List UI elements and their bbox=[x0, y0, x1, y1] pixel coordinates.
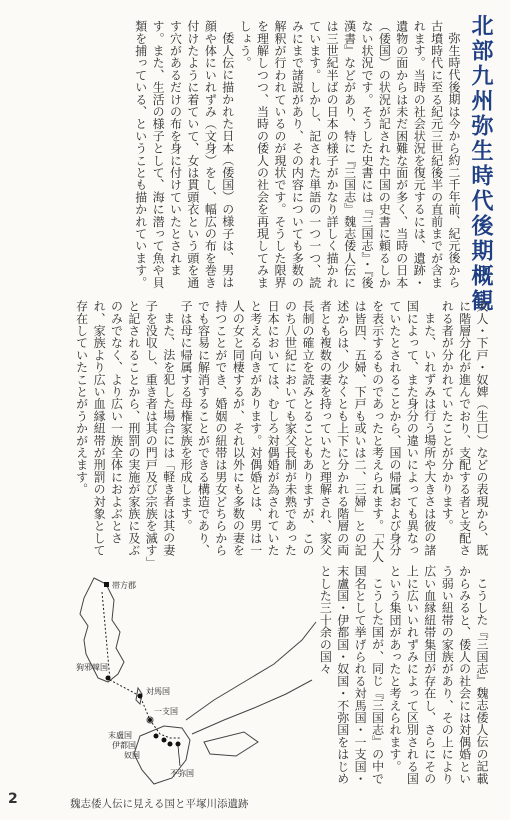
paragraph: 倭人伝に描かれた日本（倭国）の様子は、男は顔や体にいれずみ（文身）をし、幅広の布を巻き付けたように着ていて、女は貫頭衣という頭を通す穴があるだけの布を身に付けていたとされます。また、生活の様子として、海に潜って魚や貝類を捕っている、ということも描かれています。 bbox=[133, 20, 235, 289]
fumi-marker bbox=[176, 742, 181, 747]
ito-marker bbox=[162, 738, 167, 743]
page-title: 北部九州弥生時代後期概観 bbox=[468, 14, 493, 314]
tsushima-marker bbox=[138, 694, 143, 699]
paragraph: また、いれずみは行う場所や大きさは彼の諸国によって、また身分の違いによっても異なっていたとされることから、国の帰属および身分を表示するものであったと考えられます。「大人は皆四、五婦、下戸も或いは二、三婦」との記述からは、少なくとも上下に分かれる階層の両者とも複数の妻を持っていたと理解され、家父長制の確立を読みとることもありますが、こののち八世紀においても家父長制が未熟であった日本においては、むしろ対偶婚が為されていたと考える向きがあります。対偶婚とは、男は一人の女と同棲するが、それ以外にも多数の妻を持つことができ、婚姻の紐帯は男女どちらからでも容易に解消することができる構造であり、子は母に帰属する母権家族を形成します。 bbox=[179, 300, 437, 563]
na-marker bbox=[168, 742, 173, 747]
gouyahan-label: 狗邪韓国 bbox=[76, 663, 108, 672]
honshu-outline bbox=[186, 622, 316, 734]
page-number: 2 bbox=[8, 791, 18, 807]
matsura-label: 末盧国 bbox=[108, 731, 132, 740]
paragraph: また、法を犯した場合には「軽き者は其の妻子を没収し、重き者は其の門戸及び宗族を滅す」と記されることから、刑罰の実施が家族に及ぶのみでなく、より広い一族全体におよぶとされ、家族より広い血縁紐帯が刑罰の対象として存在していたことがうかがえます。 bbox=[74, 300, 176, 563]
daifang-label: 帯方郡 bbox=[112, 581, 136, 590]
paragraph: 弥生時代後期は今から約二千年前、紀元後から古墳時代に至る紀元三世紀後半の直前までが含まれます。当時の社会状況を復元するには、遺跡・遺物の面からは未だ困難な面が多く、当時の日本（倭国）の状況が記された中国の史書に頼るしかない状況です。そうした史書には『三国志』・『後漢書』などがあり、特に『三国志』魏志倭人伝には三世紀半ばの日本の様子がかなり詳しく描かれています。しかし、記された単語の一つ一つ、読みにまで諸説があり、その内容についても多数の解釈が行われているのが現状です。そうした限界を理解しつつ、当時の倭人の社会を再現してみましょう。 bbox=[238, 20, 461, 289]
wei-zhi-map bbox=[54, 570, 322, 792]
paragraph: 大人・下戸・奴婢（生口）などの表現から、既に階層分化が進んでおり、支配する者と支配される者が分かれていたことが分かります。 bbox=[440, 300, 489, 557]
society-text-block bbox=[18, 300, 490, 565]
iki-label: 一支国 bbox=[154, 707, 178, 716]
fumi-leader-line bbox=[178, 746, 180, 766]
tsushima-label: 対馬国 bbox=[146, 687, 170, 696]
countries-text-block bbox=[294, 565, 490, 790]
intro-text-block bbox=[14, 20, 462, 290]
iki-marker bbox=[148, 718, 152, 722]
shikoku-outline bbox=[204, 732, 258, 756]
fumi-label: 不弥国 bbox=[170, 769, 194, 778]
route-line bbox=[102, 592, 180, 738]
gouyahan-marker bbox=[106, 676, 111, 681]
na-label: 奴国 bbox=[124, 751, 140, 760]
paragraph: こうした国が、同じ『三国志』の中で国名として挙げられる対馬国・一支国・末盧国・伊都国・奴国・不弥国をはじめとした三十余の国々 bbox=[318, 565, 385, 785]
ito-label: 伊都国 bbox=[112, 741, 136, 750]
map-caption: 魏志倭人伝に見える国と平塚川添遺跡 bbox=[70, 798, 249, 810]
matsura-marker bbox=[154, 734, 159, 739]
paragraph: こうした『三国志』魏志倭人伝の記載からみると、倭人の社会には対偶婚という弱い紐帯の家族があり、その上により広い血縁紐帯集団が存在し、さらにその上に広いいれずみによって区別される国という集団があったと考えられます。 bbox=[387, 565, 489, 785]
daifang-marker bbox=[104, 582, 109, 587]
